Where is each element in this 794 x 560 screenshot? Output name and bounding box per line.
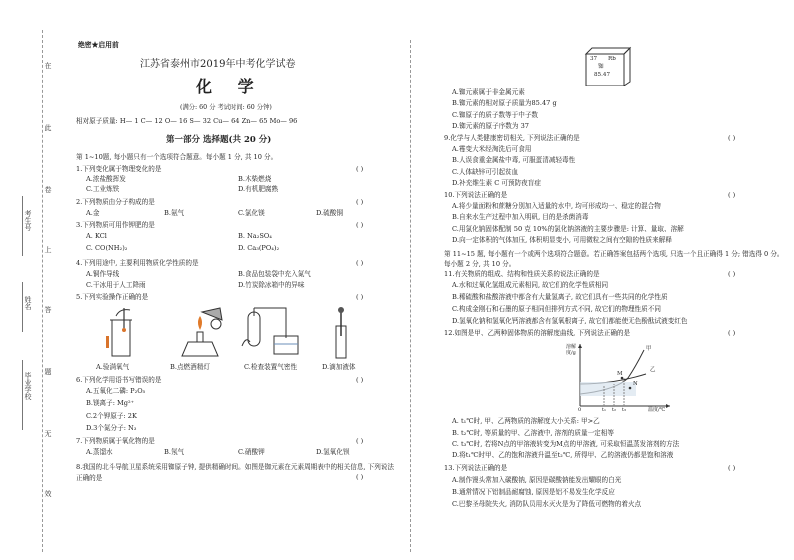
graph-tick-t2: t₂ bbox=[612, 407, 617, 413]
seal-char-4: 上 bbox=[44, 246, 52, 253]
seal-char-2: 此 bbox=[44, 124, 52, 131]
question-1-option-b: B.木柴燃烧 bbox=[238, 175, 272, 183]
graph-curve-jia: 甲 bbox=[646, 346, 652, 352]
question-2-option-a: A.金 bbox=[86, 209, 100, 217]
candidate-number-line bbox=[22, 196, 23, 256]
seal-char-5: 答 bbox=[44, 306, 52, 313]
question-4-stem: 4.下列用途中, 主要利用物质化学性质的是 bbox=[76, 259, 199, 267]
element-rb-box bbox=[584, 46, 632, 86]
name-line bbox=[22, 282, 23, 332]
question-13-option-a: A.制作馒头常加入碳酸钠, 原因是碳酸钠能发出耀眼的白光 bbox=[452, 476, 622, 484]
school-line bbox=[22, 360, 23, 430]
question-4-option-b: B.食品包装袋中充入氮气 bbox=[238, 270, 311, 278]
question-1-option-d: D.有机肥腐熟 bbox=[238, 185, 279, 193]
secret-label: 绝密★启用前 bbox=[78, 41, 119, 49]
question-11-option-d: D.氢氧化钠和氢氧化钙溶液都含有氢氧根离子, 故它们都能使无色酚酞试液变红色 bbox=[452, 317, 688, 325]
question-7-stem: 7.下列物质属于氧化物的是 bbox=[76, 437, 155, 445]
question-2-option-b: B.氨气 bbox=[164, 209, 185, 217]
question-3-option-c: C. CO(NH₂)₂ bbox=[86, 244, 128, 252]
question-10-option-a: A.将少量面粉和蔗糖分别加入适量的水中, 均可形成均一、稳定的混合物 bbox=[452, 202, 661, 210]
apparatus-c-image bbox=[240, 306, 310, 360]
graph-y-label: 溶解度/g bbox=[566, 344, 577, 356]
question-11-option-a: A.水和过氧化氢组成元素相同, 故它们的化学性质相同 bbox=[452, 281, 609, 289]
question-8-option-c: C.铷原子的质子数等于中子数 bbox=[452, 111, 539, 119]
question-8-option-a: A.铷元素属于非金属元素 bbox=[452, 88, 525, 96]
question-11-option-b: B.稀硫酸和盐酸溶液中都含有大量氢离子, 故它们具有一些共同的化学性质 bbox=[452, 293, 668, 301]
question-5-option-b: B.点燃酒精灯 bbox=[170, 363, 210, 371]
label-candidate-number: 考生号 bbox=[24, 210, 32, 231]
question-4-option-d: D.竹炭除冰箱中的异味 bbox=[238, 281, 305, 289]
question-11-stem: 11.有关物质的组成、结构和性质关系的说法正确的是 bbox=[444, 270, 600, 278]
binding-line-outer bbox=[42, 30, 43, 552]
question-6-option-c: C.2个钾原子: 2K bbox=[86, 412, 137, 420]
question-5-option-c: C.检查装置气密性 bbox=[244, 363, 298, 371]
graph-tick-0: 0 bbox=[578, 407, 582, 413]
question-12-option-c: C. t₃℃时, 若将N点的甲溶液转变为M点的甲溶液, 可采取恒温蒸发溶剂的方法 bbox=[452, 440, 680, 448]
question-1-option-c: C.工业炼铁 bbox=[86, 185, 120, 193]
question-6-option-b: B.镁离子: Mg²⁺ bbox=[86, 399, 135, 407]
question-12-option-a: A. t₁℃时, 甲、乙两物质的溶解度大小关系: 甲>乙 bbox=[452, 417, 600, 425]
subject-title: 化 学 bbox=[196, 77, 264, 96]
question-4-answer[interactable]: ( ) bbox=[356, 259, 364, 267]
question-4-option-a: A.铜作导线 bbox=[86, 270, 120, 278]
question-13-stem: 13.下列说法正确的是 bbox=[444, 464, 508, 472]
question-10-answer[interactable]: ( ) bbox=[728, 191, 736, 199]
graph-tick-t1: t₁ bbox=[602, 407, 607, 413]
question-9-option-b: B.人误食重金属盐中毒, 可服蛋清减轻毒性 bbox=[452, 156, 576, 164]
score-info: (满分: 60 分 考试时间: 60 分钟) bbox=[180, 104, 272, 111]
graph-tick-t3: t₃ bbox=[622, 407, 627, 413]
question-6-answer[interactable]: ( ) bbox=[356, 376, 364, 384]
question-1-option-a: A.浓盐酸挥发 bbox=[86, 175, 126, 183]
graph-curve-yi: 乙 bbox=[650, 367, 656, 373]
question-9-stem: 9.化学与人类健康密切相关, 下列说法正确的是 bbox=[444, 134, 580, 142]
part1-instructions: 第 1~10题, 每小题只有一个选项符合题意。每小题 1 分, 共 10 分。 bbox=[76, 153, 278, 161]
question-9-option-a: A.霉变大米经淘洗后可食用 bbox=[452, 145, 532, 153]
question-13-option-c: C.巴黎圣母院失火, 消防队员用水灭火是为了降低可燃物的着火点 bbox=[452, 500, 642, 508]
seal-char-3: 卷 bbox=[44, 186, 52, 193]
graph-point-m: M bbox=[617, 371, 623, 377]
question-2-option-d: D.硫酸铜 bbox=[316, 209, 343, 217]
question-11-answer[interactable]: ( ) bbox=[728, 270, 736, 278]
question-8-stem: 8.我国的北斗导航卫星系统采用铷原子钟, 提供精确时间。如图是铷元素在元素周期表中的相关信息, 下列说法正确的是 bbox=[76, 463, 394, 482]
question-2-option-c: C.氯化镁 bbox=[238, 209, 265, 217]
label-name: 姓名 bbox=[24, 296, 32, 310]
question-11-option-c: C.构成金刚石和石墨的原子相同但排列方式不同, 故它们的物理性质不同 bbox=[452, 305, 661, 313]
question-3-option-b: B. Na₂SO₄ bbox=[238, 232, 272, 240]
element-symbol: Rb bbox=[608, 56, 616, 62]
apparatus-a-image bbox=[96, 306, 146, 360]
question-7-answer[interactable]: ( ) bbox=[356, 437, 364, 445]
graph-point-n: N bbox=[633, 381, 638, 387]
question-12-option-b: B. t₂℃时, 等质量的甲、乙溶液中, 溶剂的质量一定相等 bbox=[452, 429, 614, 437]
apparatus-b-image bbox=[172, 306, 228, 360]
question-1-answer[interactable]: ( ) bbox=[356, 165, 364, 173]
column-divider bbox=[410, 40, 411, 552]
question-8-option-b: B.铷元素的相对原子质量为85.47 g bbox=[452, 99, 557, 107]
question-3-stem: 3.下列物质可用作钾肥的是 bbox=[76, 221, 155, 229]
question-13-answer[interactable]: ( ) bbox=[728, 464, 736, 472]
question-6-option-a: A.五氧化二磷: P₂O₅ bbox=[86, 387, 146, 395]
element-mass: 85.47 bbox=[594, 72, 611, 78]
question-5-option-d: D.滴加液体 bbox=[322, 363, 356, 371]
element-name: 铷 bbox=[598, 64, 604, 70]
part2-instructions: 第 11~15 题, 每小题有一个或两个选项符合题意。若正确答案包括两个选项, 只选一个且正确得 1 分; 错选得 0 分。每小题 2 分, 共 10 分。 bbox=[444, 250, 784, 268]
question-10-option-d: D.向一定体积的气体加压, 体积明显变小, 可用微粒之间有空隙的性质来解释 bbox=[452, 236, 672, 244]
label-school: 毕业学校 bbox=[24, 372, 32, 400]
question-6-stem: 6.下列化学用语书写错误的是 bbox=[76, 376, 162, 384]
question-12-option-d: D.将t₁℃时甲、乙的饱和溶液升温至t₂℃, 所得甲、乙的溶液仍都是饱和溶液 bbox=[452, 451, 674, 459]
atomic-masses: 相对原子质量: H— 1 C— 12 O— 16 S— 32 Cu— 64 Zn— 65 Mo— 96 bbox=[76, 117, 298, 125]
seal-char-1: 在 bbox=[44, 62, 52, 69]
seal-char-7: 无 bbox=[44, 430, 52, 437]
part1-title: 第一部分 选择题(共 20 分) bbox=[166, 135, 272, 145]
question-8-answer[interactable]: ( ) bbox=[356, 473, 364, 481]
question-5-answer[interactable]: ( ) bbox=[356, 293, 364, 301]
graph-x-label: 温度/℃ bbox=[648, 407, 666, 413]
question-2-answer[interactable]: ( ) bbox=[356, 198, 364, 206]
question-5-stem: 5.下列实验操作正确的是 bbox=[76, 293, 149, 301]
question-10-stem: 10.下列说法正确的是 bbox=[444, 191, 508, 199]
question-3-option-a: A. KCl bbox=[86, 232, 107, 240]
question-4-option-c: C.干冰用于人工降雨 bbox=[86, 281, 146, 289]
question-9-answer[interactable]: ( ) bbox=[728, 134, 736, 142]
exam-title: 江苏省泰州市2019年中考化学试卷 bbox=[140, 59, 296, 70]
question-12-stem: 12.如图是甲、乙两种固体物质的溶解度曲线, 下列说法正确的是 bbox=[444, 329, 631, 337]
question-9-option-c: C.人体缺锌可引起贫血 bbox=[452, 168, 519, 176]
question-13-option-b: B.通常情况下铝制品耐腐蚀, 原因是铝不易发生化学反应 bbox=[452, 488, 615, 496]
element-number: 37 bbox=[590, 56, 598, 62]
question-3-option-d: D. Ca₃(PO₄)₂ bbox=[238, 244, 280, 252]
question-2-stem: 2.下列物质由分子构成的是 bbox=[76, 198, 155, 206]
question-10-option-c: C.用氯化钠固体配制 50 克 10%的氯化钠溶液的主要步骤是: 计算、量取、溶解 bbox=[452, 225, 684, 233]
question-10-option-b: B.自来水生产过程中加入明矾, 目的是杀菌消毒 bbox=[452, 213, 589, 221]
question-9-option-d: D.补充维生素 C 可预防夜盲症 bbox=[452, 179, 541, 187]
question-12-answer[interactable]: ( ) bbox=[728, 329, 736, 337]
question-6-option-d: D.3个氮分子: N₃ bbox=[86, 424, 137, 432]
question-7-option-d: D.氢氧化钡 bbox=[316, 448, 350, 456]
seal-char-8: 效 bbox=[44, 490, 52, 497]
question-1-stem: 1.下列变化属于物理变化的是 bbox=[76, 165, 162, 173]
question-3-answer[interactable]: ( ) bbox=[356, 221, 364, 229]
question-7-option-c: C.硝酸钾 bbox=[238, 448, 265, 456]
question-8-option-d: D.铷元素的原子序数为 37 bbox=[452, 122, 529, 130]
seal-char-6: 题 bbox=[44, 368, 52, 375]
question-7-option-b: B.氖气 bbox=[164, 448, 185, 456]
apparatus-d-image bbox=[322, 306, 362, 360]
question-7-option-a: A.蒸馏水 bbox=[86, 448, 113, 456]
question-5-option-a: A.验满氧气 bbox=[96, 363, 130, 371]
